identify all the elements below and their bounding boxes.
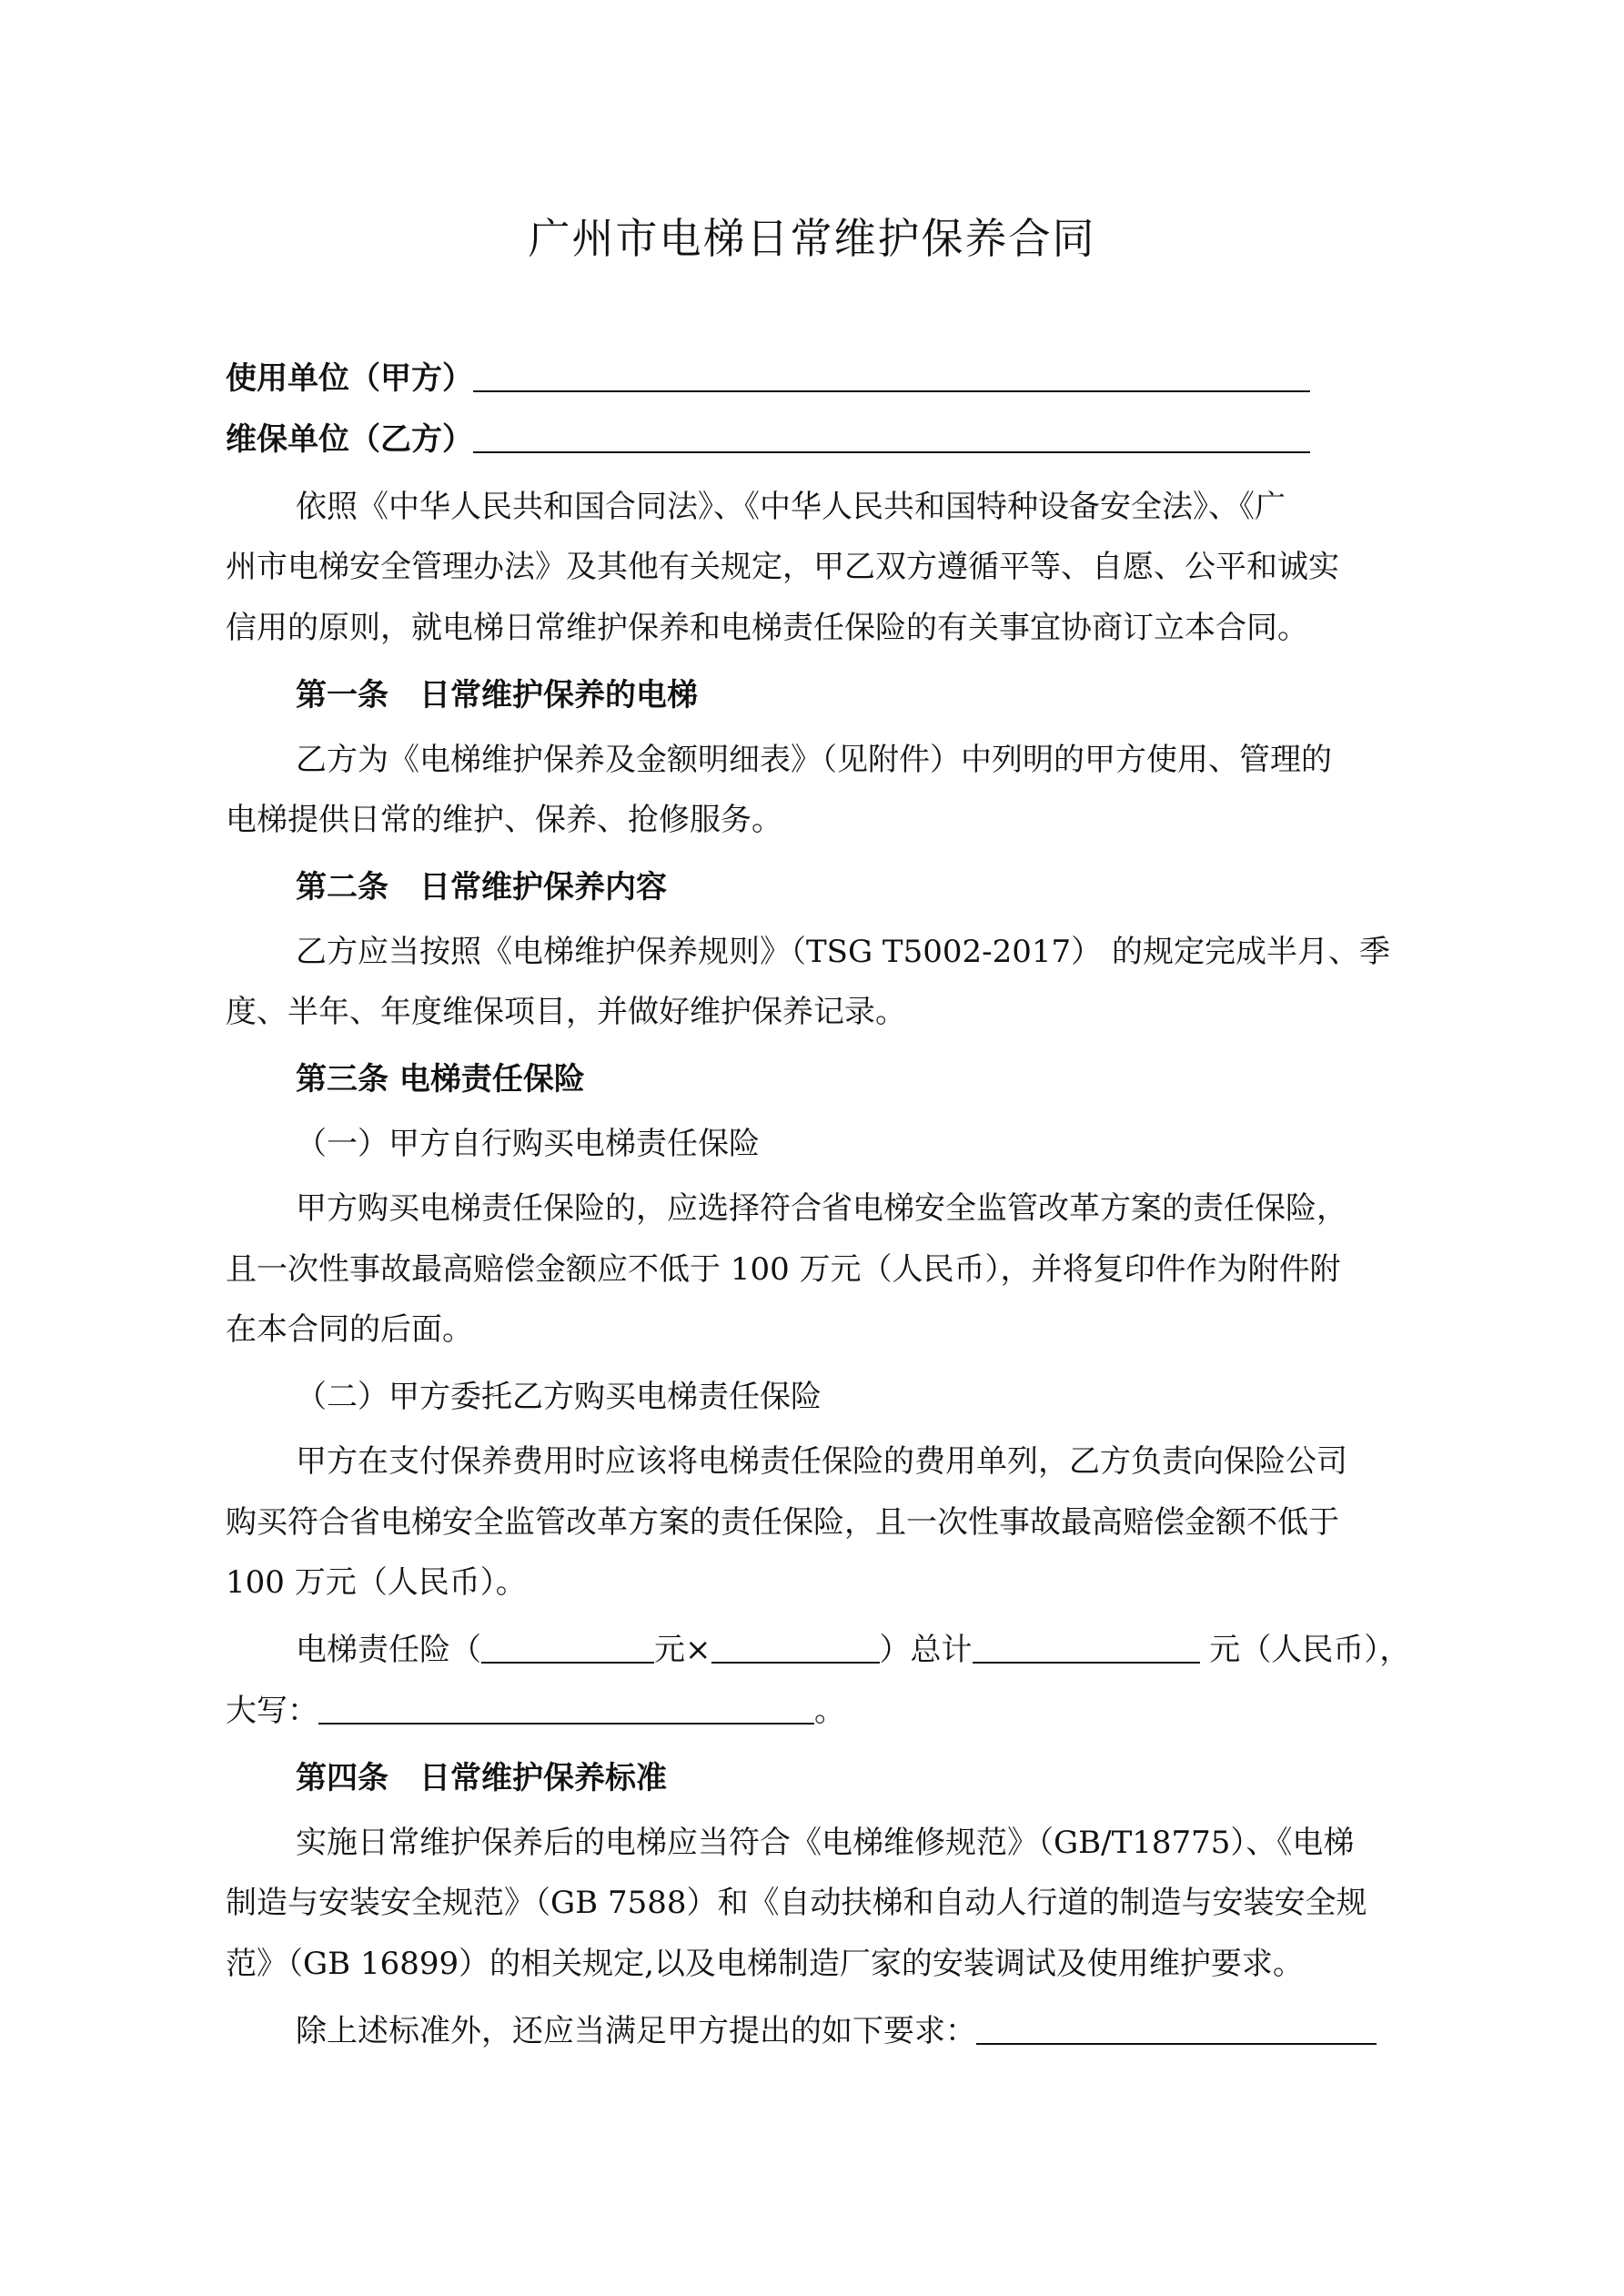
- formula-total-label: ）总计: [879, 1632, 973, 1668]
- formula-unit: 元（人民币），: [1199, 1632, 1411, 1668]
- party-a-row: [226, 358, 1408, 400]
- party-a-label: 使用单位（甲方）: [226, 360, 473, 397]
- article3-sub2-line-1: 甲方在支付保养费用时应该将电梯责任保险的费用单列，乙方负责向保险公司: [296, 1443, 1347, 1480]
- daxie-label: 大写：: [226, 1693, 318, 1729]
- formula-label: 电梯责任险（: [296, 1632, 481, 1668]
- intro-line-3: 信用的原则，就电梯日常维护保养和电梯责任保险的有关事宜协商订立本合同。: [226, 610, 1308, 646]
- extra-requirements-label: 除上述标准外，还应当满足甲方提出的如下要求：: [296, 2013, 976, 2049]
- article2-heading: 第二条 日常维护保养内容: [296, 869, 667, 905]
- document-title: 广州市电梯日常维护保养合同: [528, 214, 1096, 263]
- article2-line-1: 乙方应当按照《电梯维护保养规则》（TSG T5002-2017） 的规定完成半月、季: [296, 934, 1390, 970]
- quantity-blank[interactable]: [711, 1631, 880, 1664]
- article3-sub1-line-3: 在本合同的后面。: [226, 1311, 473, 1348]
- party-a-blank[interactable]: [473, 359, 1310, 392]
- article3-sub2-line-3: 100 万元（人民币）。: [226, 1564, 527, 1601]
- daxie-blank[interactable]: [318, 1692, 814, 1725]
- extra-requirements-row: [296, 2010, 1478, 2052]
- daxie-row: [226, 1690, 1408, 1732]
- unit-price-blank[interactable]: [481, 1631, 654, 1664]
- party-b-row: [226, 419, 1408, 460]
- article2-line-2: 度、半年、年度维保项目，并做好维护保养记录。: [226, 994, 906, 1030]
- party-b-label: 维保单位（乙方）: [226, 421, 473, 458]
- insurance-formula-row: [296, 1629, 1478, 1671]
- article4-heading: 第四条 日常维护保养标准: [296, 1760, 667, 1796]
- intro-line-2: 州市电梯安全管理办法》及其他有关规定，甲乙双方遵循平等、自愿、公平和诚实: [226, 549, 1339, 585]
- article1-heading: 第一条 日常维护保养的电梯: [296, 677, 698, 713]
- extra-requirements-blank[interactable]: [976, 2012, 1377, 2045]
- article3-sub2-title: （二）甲方委托乙方购买电梯责任保险: [296, 1379, 822, 1415]
- article3-heading: 第三条 电梯责任保险: [296, 1061, 585, 1097]
- intro-line-1: 依照《中华人民共和国合同法》、《中华人民共和国特种设备安全法》、《广: [296, 489, 1286, 525]
- article3-sub1-line-1: 甲方购买电梯责任保险的，应选择符合省电梯安全监管改革方案的责任保险，: [296, 1190, 1347, 1227]
- formula-yuan-times: 元×: [654, 1632, 711, 1668]
- party-b-blank[interactable]: [473, 420, 1310, 453]
- article3-sub2-line-2: 购买符合省电梯安全监管改革方案的责任保险，且一次性事故最高赔偿金额不低于: [226, 1504, 1339, 1541]
- article4-line-2: 制造与安装安全规范》（GB 7588）和《自动扶梯和自动人行道的制造与安装安全规: [226, 1885, 1367, 1921]
- total-amount-blank[interactable]: [973, 1631, 1200, 1664]
- daxie-end: 。: [814, 1693, 845, 1729]
- article3-sub1-title: （一）甲方自行购买电梯责任保险: [296, 1126, 760, 1162]
- article3-sub1-line-2: 且一次性事故最高赔偿金额应不低于 100 万元（人民币），并将复印件作为附件附: [226, 1251, 1341, 1288]
- article4-line-3: 范》（GB 16899）的相关规定,以及电梯制造厂家的安装调试及使用维护要求。: [226, 1946, 1304, 1982]
- article1-line-2: 电梯提供日常的维护、保养、抢修服务。: [226, 802, 782, 838]
- article4-line-1: 实施日常维护保养后的电梯应当符合《电梯维修规范》（GB/T18775）、《电梯: [296, 1825, 1355, 1861]
- article1-line-1: 乙方为《电梯维护保养及金额明细表》（见附件）中列明的甲方使用、管理的: [296, 742, 1332, 778]
